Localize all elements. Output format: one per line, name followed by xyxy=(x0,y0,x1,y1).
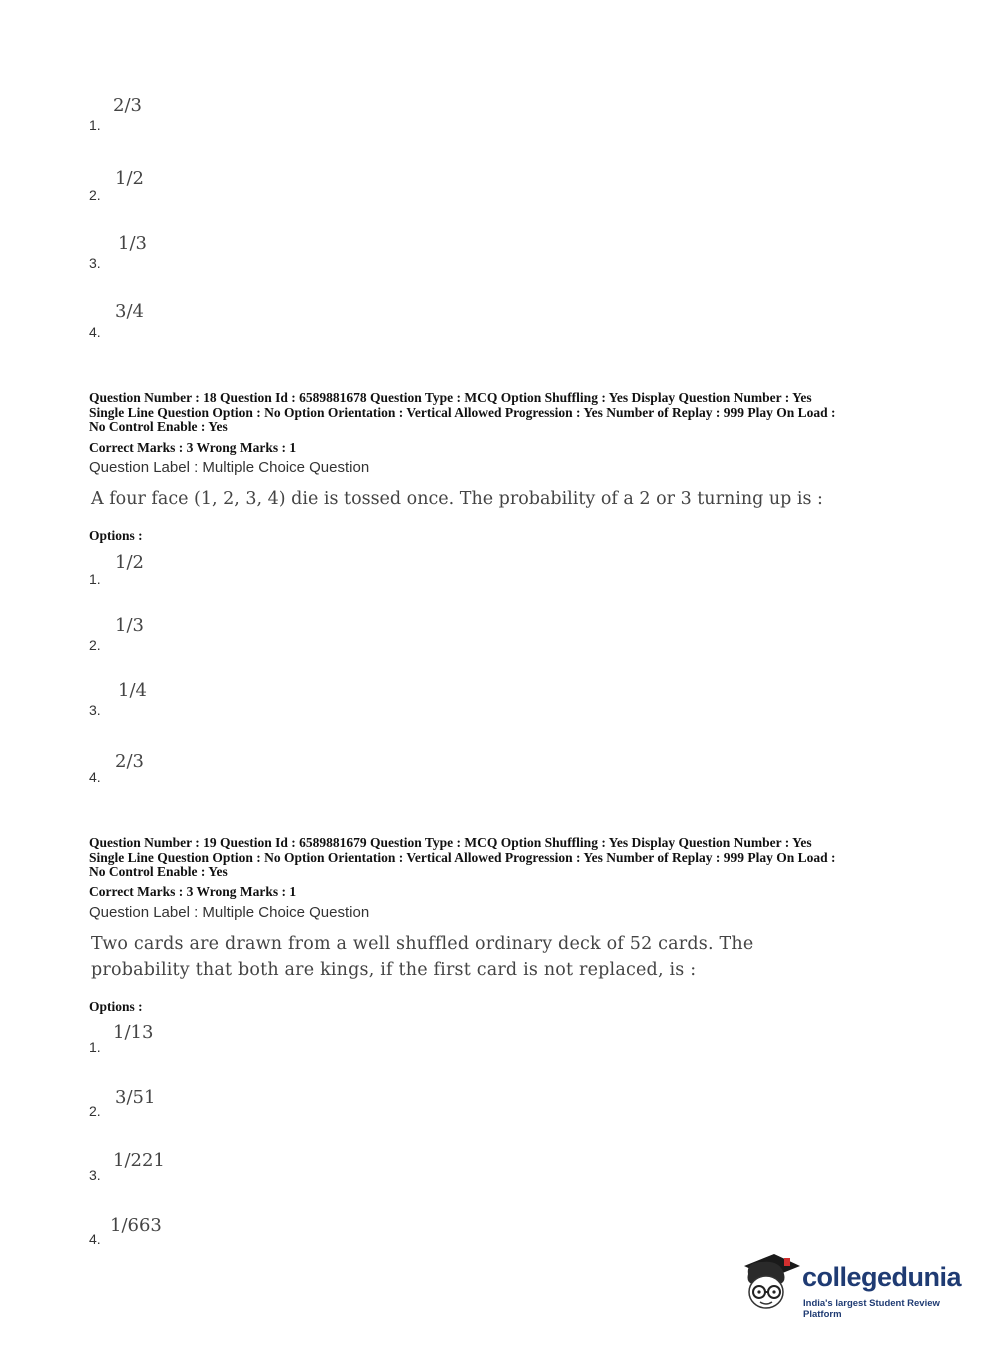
q19-question-text-line-1: Two cards are drawn from a well shuffled ordinary deck of 52 cards. The xyxy=(91,934,754,954)
q18-option-4[interactable] xyxy=(0,751,400,801)
option-number: 3. xyxy=(89,702,101,718)
option-value: 1/3 xyxy=(118,233,147,254)
option-value: 1/13 xyxy=(113,1022,154,1043)
q18-marks: Correct Marks : 3 Wrong Marks : 1 xyxy=(89,440,297,455)
q19-meta-line-1: Question Number : 19 Question Id : 6589881679 Question Type : MCQ Option Shuffling : Yes Display Question Number : Yes xyxy=(89,835,812,850)
option-number: 2. xyxy=(89,1103,101,1119)
q18-meta xyxy=(89,391,919,435)
q19-option-1[interactable] xyxy=(0,1022,400,1072)
prev-option-2[interactable] xyxy=(0,168,400,218)
q19-meta-line-2: Single Line Question Option : No Option Orientation : Vertical Allowed Progression : Yes Number of Replay : 999 Play On Load : xyxy=(89,849,836,865)
q19-question-text xyxy=(91,931,753,983)
option-number: 4. xyxy=(89,1231,101,1247)
brand-name: collegedunia xyxy=(802,1262,962,1292)
brand-tagline: India's largest Student Review Platform xyxy=(803,1298,940,1320)
option-value: 2/3 xyxy=(115,751,144,772)
q19-option-2[interactable] xyxy=(0,1087,400,1137)
q18-meta-line-3: No Control Enable : Yes xyxy=(89,419,228,434)
option-number: 1. xyxy=(89,571,101,587)
q18-meta-line-1: Question Number : 18 Question Id : 6589881678 Question Type : MCQ Option Shuffling : Yes Display Question Number : Yes xyxy=(89,390,812,405)
q19-meta xyxy=(89,836,919,880)
q18-option-3[interactable] xyxy=(0,680,400,730)
option-value: 1/221 xyxy=(113,1150,165,1171)
q18-question-label: Question Label : Multiple Choice Question xyxy=(89,459,370,476)
option-number: 1. xyxy=(89,117,101,133)
q19-option-3[interactable] xyxy=(0,1150,400,1200)
prev-option-4[interactable] xyxy=(0,301,400,351)
student-mascot-icon xyxy=(740,1248,802,1318)
option-number: 2. xyxy=(89,637,101,653)
q18-options-heading: Options : xyxy=(89,528,143,543)
q19-marks: Correct Marks : 3 Wrong Marks : 1 xyxy=(89,884,297,899)
option-value: 1/4 xyxy=(118,680,147,701)
option-value: 1/2 xyxy=(115,552,144,573)
option-value: 2/3 xyxy=(113,95,142,116)
q18-option-2[interactable] xyxy=(0,615,400,665)
collegedunia-logo[interactable] xyxy=(740,1248,970,1328)
option-value: 3/51 xyxy=(115,1087,156,1108)
option-number: 2. xyxy=(89,187,101,203)
option-value: 1/3 xyxy=(115,615,144,636)
option-number: 3. xyxy=(89,255,101,271)
q19-meta-line-3: No Control Enable : Yes xyxy=(89,864,228,879)
q19-question-label: Question Label : Multiple Choice Question xyxy=(89,904,370,921)
prev-option-1[interactable] xyxy=(0,95,400,145)
option-number: 1. xyxy=(89,1039,101,1055)
option-value: 1/663 xyxy=(110,1215,162,1236)
q18-option-1[interactable] xyxy=(0,552,400,602)
option-number: 3. xyxy=(89,1167,101,1183)
option-number: 4. xyxy=(89,324,101,340)
option-value: 1/2 xyxy=(115,168,144,189)
q18-meta-line-2: Single Line Question Option : No Option Orientation : Vertical Allowed Progression : Yes Number of Replay : 999 Play On Load : xyxy=(89,404,836,420)
prev-option-3[interactable] xyxy=(0,233,400,283)
q19-option-4[interactable] xyxy=(0,1215,400,1265)
option-number: 4. xyxy=(89,769,101,785)
q19-options-heading: Options : xyxy=(89,999,143,1014)
q18-question-text: A four face (1, 2, 3, 4) die is tossed once. The probability of a 2 or 3 turning up is : xyxy=(91,489,823,509)
q19-question-text-line-2: probability that both are kings, if the first card is not replaced, is : xyxy=(91,960,697,980)
option-value: 3/4 xyxy=(115,301,144,322)
